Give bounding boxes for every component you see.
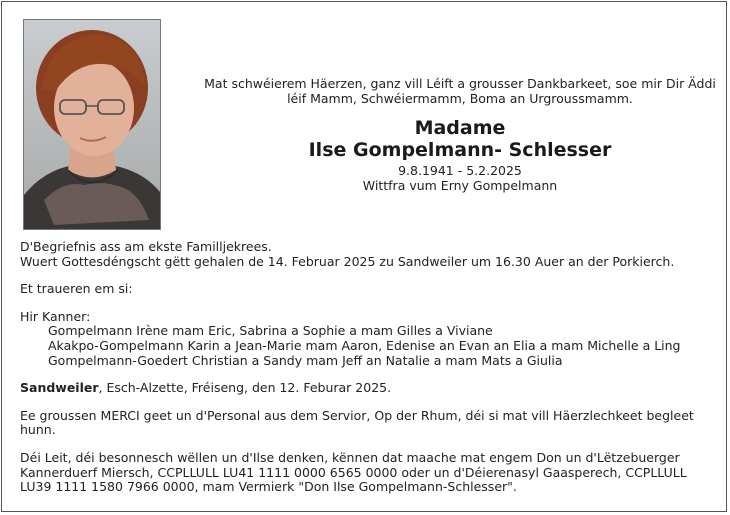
burial-line-2: Wuert Gottesdéngscht gëtt gehalen de 14. Februar 2025 zu Sandweiler um 16.30 Auer an der Porkierch. [20, 253, 675, 269]
thanks-text: Ee groussen MERCI geet un d'Personal aus dem Servior, Op der Rhum, déi si mat vill Häerzlechkeet begleet hunn. [20, 407, 694, 438]
child-line: Gompelmann-Goedert Christian a Sandy mam Jeff an Natalie a mam Mats a Giulia [48, 352, 563, 368]
widow-note: Wittfra vum Erny Gompelmann [362, 178, 558, 193]
intro-text: Mat schwéierem Häerzen, ganz vill Léift a grousser Dankbarkeet, soe mir Dir Äddi léif Mamm, Schwéiermamm, Boma an Urgroussmamm. [204, 76, 716, 106]
burial-line-1: D'Begriefnis ass am ekste Famillјekrees. [20, 239, 272, 254]
place-date [20, 381, 715, 396]
mourners-heading: Et traueren em si: [20, 281, 133, 297]
salutation: Madame [414, 117, 506, 139]
donation-text: Déi Leit, déi besonnesch wëllen un d'Ilse denken, kënnen dat maache mat engem Don un d'Lëtzebuerger Kannerduerf Miersch, CCPLLULL LU41 1111 0000 6565 0000 oder un d'Déierenasyl Gaasperech, CCPLLULL LU39 1111 1580 7966 0000, mam Vermierk "Don Ilse Gompelmann-Schlesser". [20, 449, 687, 495]
child-line: Akakpo-Gompelmann Karin a Jean-Marie mam Aaron, Edenise an Evan an Elia a mam Michelle a Ling [48, 337, 681, 353]
place-rest: , Esch-Alzette, Fréiseng, den 12. Feburar 2025. [98, 380, 392, 396]
child-line: Gompelmann Irène mam Eric, Sabrina a Sophie a mam Gilles a Viviane [48, 323, 493, 339]
notice-body [20, 240, 715, 495]
portrait-photo [23, 19, 161, 230]
life-dates: 9.8.1941 - 5.2.2025 [398, 163, 522, 178]
header-block [200, 76, 720, 193]
place-bold: Sandweiler [20, 380, 99, 396]
deceased-name: Ilse Gompelmann- Schlesser [308, 139, 612, 161]
children-heading: Hir Kanner: [20, 308, 91, 324]
